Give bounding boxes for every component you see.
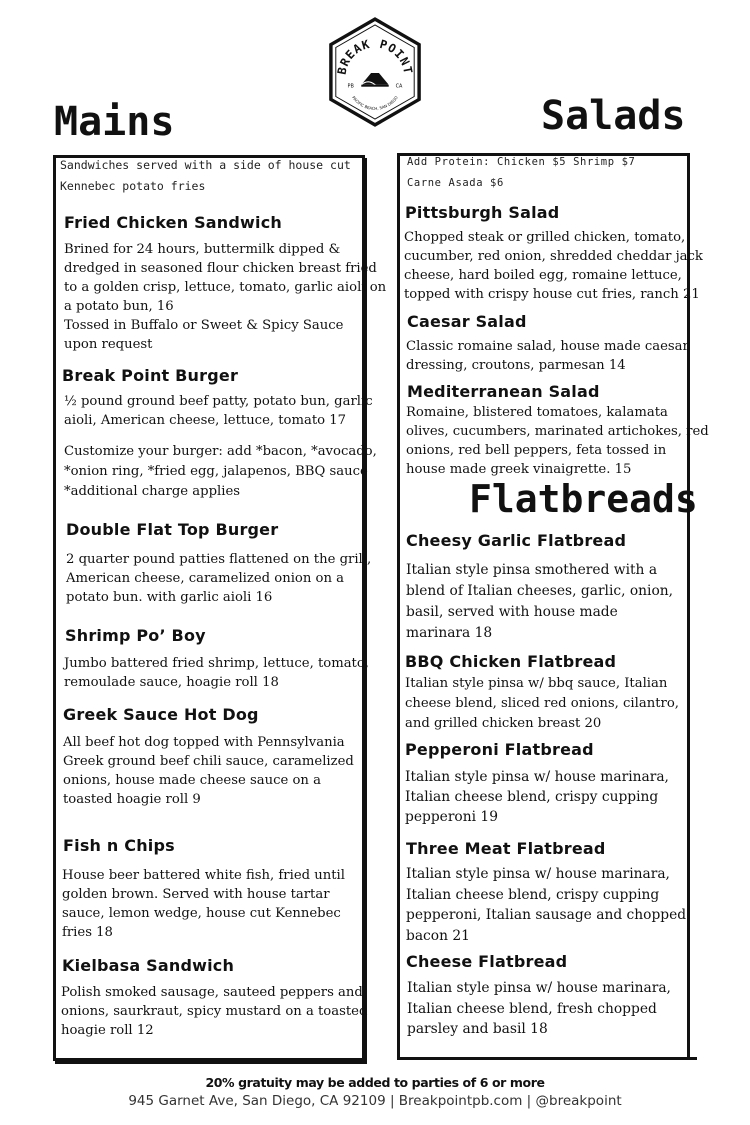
hexagon-logo-icon [326,16,424,128]
menu-item-description: 2 quarter pound patties flattened on the grill, American cheese, caramelized onion on a potato bun. with garlic aioli 16 [66,552,372,605]
menu-item-name: Mediterranean Salad [407,382,600,401]
menu-item-name: Pittsburgh Salad [405,203,560,222]
menu-item-description: ½ pound ground beef patty, potato bun, garlic aioli, American cheese, lettuce, tomato 17 [64,394,373,428]
break-point-logo [326,16,424,128]
menu-item-description: All beef hot dog topped with Pennsylvania Greek ground beef chili sauce, caramelized onions, house made cheese sauce on a toasted hoagie roll 9 [63,735,354,807]
burger-customize-note: Customize your burger: add *bacon, *avocado, *onion ring, *fried egg, jalapenos, BBQ sauce *additional charge applies [64,444,377,499]
menu-item-description: Polish smoked sausage, sauteed peppers and onions, saurkraut, spicy mustard on a toasted hoagie roll 12 [61,985,368,1038]
address-line: 945 Garnet Ave, San Diego, CA 92109 | Breakpointpb.com | @breakpoint [128,1093,622,1109]
menu-item-description: Brined for 24 hours, buttermilk dipped & dredged in seasoned flour chicken breast fried to a golden crisp, lettuce, tomato, garlic aioli on a potato bun, 16 Tossed in Buffalo or Sweet & Spicy Sauce upon request [64,242,387,352]
menu-item-name: Pepperoni Flatbread [405,740,594,759]
menu-item-name: Double Flat Top Burger [66,520,279,539]
menu-item-name: Fried Chicken Sandwich [64,213,282,232]
menu-item-name: BBQ Chicken Flatbread [405,652,617,671]
box-bottom-border [397,1057,697,1060]
menu-item-name: Shrimp Po’ Boy [65,626,206,645]
logo-right-tag: CA [395,83,403,90]
menu-item-name: Greek Sauce Hot Dog [63,705,259,724]
heading-mains: Mains [54,99,175,145]
menu-item-name: Cheese Flatbread [406,952,568,971]
menu-item-description: House beer battered white fish, fried until golden brown. Served with house tartar sauce, lemon wedge, house cut Kennebec fries 18 [62,868,345,940]
menu-item-description: Italian style pinsa w/ bbq sauce, Italian cheese blend, sliced red onions, cilantro, and grilled chicken breast 20 [405,676,679,731]
menu-item-description: Italian style pinsa w/ house marinara, Italian cheese blend, fresh chopped parsley and basil 18 [407,980,671,1037]
logo-tagline: PACIFIC BEACH, SAN DIEGO [351,95,399,111]
heading-salads: Salads [541,93,686,139]
menu-item-name: Caesar Salad [407,312,527,331]
logo-left-tag: PB [347,83,354,90]
gratuity-note: 20% gratuity may be added to parties of 6 or more [205,1075,545,1090]
menu-item-name: Kielbasa Sandwich [62,956,235,975]
menu-item-description: Italian style pinsa smothered with a blend of Italian cheeses, garlic, onion, basil, served with house made marinara 18 [406,562,674,641]
heading-flatbreads: Flatbreads [469,477,698,521]
logo-brand: BREAK POINT [334,36,416,76]
menu-item-description: Classic romaine salad, house made caesar dressing, croutons, parmesan 14 [406,339,689,373]
menu-item-description: Chopped steak or grilled chicken, tomato, cucumber, red onion, shredded cheddar jack cheese, hard boiled egg, romaine lettuce, topped with crispy house cut fries, ranch 21 [404,230,703,302]
menu-item-description: Italian style pinsa w/ house marinara, Italian cheese blend, crispy cupping pepperoni 19 [405,769,669,825]
menu-item-name: Three Meat Flatbread [406,839,606,858]
menu-item-description: Jumbo battered fried shrimp, lettuce, tomato, remoulade sauce, hoagie roll 18 [64,656,369,690]
menu-item-description: Romaine, blistered tomatoes, kalamata olives, cucumbers, marinated artichokes, red onions, red bell peppers, feta tossed in house made greek vinaigrette. 15 [406,405,709,477]
mains-note: Sandwiches served with a side of house cut Kennebec potato fries [60,158,351,193]
salads-protein-note: Add Protein: Chicken $5 Shrimp $7 Carne Asada $6 [407,156,636,189]
menu-item-name: Fish n Chips [63,836,175,855]
menu-item-name: Break Point Burger [62,366,239,385]
menu-item-name: Cheesy Garlic Flatbread [406,531,627,550]
menu-item-description: Italian style pinsa w/ house marinara, Italian cheese blend, crispy cupping pepperoni, Italian sausage and chopped bacon 21 [406,866,687,944]
